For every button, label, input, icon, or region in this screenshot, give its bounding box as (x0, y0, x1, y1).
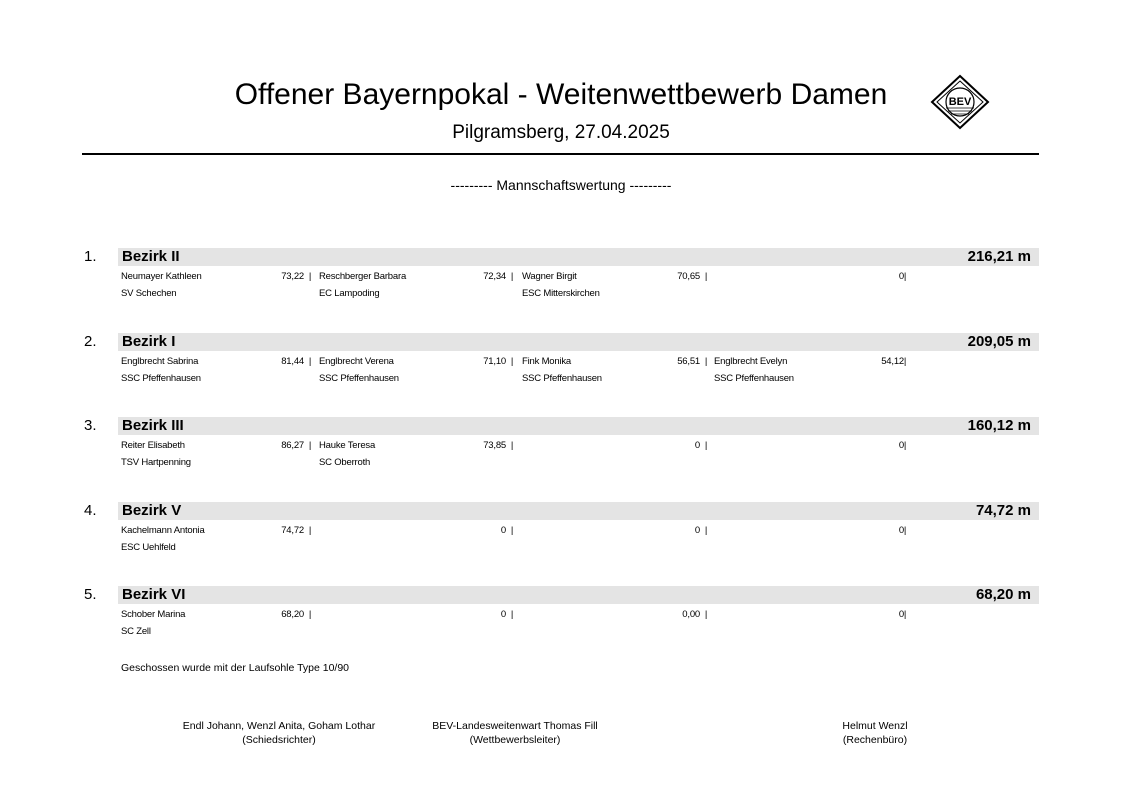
score-separator: | (704, 271, 708, 282)
team-rank: 3. (84, 417, 97, 434)
member-name: Fink Monika (522, 356, 572, 367)
team-rank: 4. (84, 502, 97, 519)
member-club: SC Zell (121, 626, 151, 637)
member-score: 71,10 (483, 356, 506, 367)
member-club: SSC Pfeffenhausen (121, 373, 201, 384)
member-name: Neumayer Kathleen (121, 271, 202, 282)
member-name: Englbrecht Verena (319, 356, 394, 367)
score-separator: | (704, 525, 708, 536)
member-score: 0 (694, 525, 700, 536)
member-score: 81,44 (281, 356, 304, 367)
member-score: 68,20 (281, 609, 304, 620)
member-score: 72,34 (483, 271, 506, 282)
signature-role: (Rechenbüro) (842, 734, 908, 746)
member-score: 0 (500, 609, 506, 620)
score-separator: | (510, 271, 514, 282)
signature-calculation-office (815, 719, 935, 747)
member-score: 86,27 (281, 440, 304, 451)
score-separator: | (308, 525, 312, 536)
member-club: SSC Pfeffenhausen (714, 373, 794, 384)
member-score: 56,51 (677, 356, 700, 367)
signature-role: (Wettbewerbsleiter) (469, 734, 561, 746)
page-title: Offener Bayernpokal - Weitenwettbewerb Damen (234, 78, 888, 111)
score-separator: | (704, 356, 708, 367)
member-score: 0 (898, 525, 904, 536)
member-score: 0 (898, 271, 904, 282)
team-name: Bezirk V (122, 502, 182, 519)
member-name: Englbrecht Evelyn (714, 356, 788, 367)
member-club: ESC Uehlfeld (121, 542, 176, 553)
score-separator: | (510, 609, 514, 620)
team-header-bar (118, 333, 1039, 351)
score-separator: | (308, 440, 312, 451)
header-divider (82, 153, 1039, 155)
team-rank: 1. (84, 248, 97, 265)
member-score: 70,65 (677, 271, 700, 282)
team-header-bar (118, 586, 1039, 604)
team-total: 160,12 m (967, 417, 1031, 434)
team-total: 209,05 m (967, 333, 1031, 350)
member-name: Hauke Teresa (319, 440, 376, 451)
signature-names: BEV-Landesweitenwart Thomas Fill (432, 720, 598, 732)
score-separator: | (510, 525, 514, 536)
member-score: 0 (898, 609, 904, 620)
signature-competition-lead (409, 719, 621, 747)
member-score: 54,12 (881, 356, 904, 367)
team-block (0, 416, 1122, 496)
score-separator: | (903, 609, 907, 620)
team-block (0, 501, 1122, 581)
member-name: Kachelmann Antonia (121, 525, 205, 536)
member-name: Wagner Birgit (522, 271, 577, 282)
team-block (0, 247, 1122, 327)
team-block (0, 585, 1122, 665)
page-subtitle: Pilgramsberg, 27.04.2025 (452, 122, 670, 143)
member-score: 0 (694, 440, 700, 451)
signature-role: (Schiedsrichter) (242, 734, 316, 746)
score-separator: | (704, 609, 708, 620)
section-title: --------- Mannschaftswertung --------- (450, 177, 672, 193)
signature-names: Helmut Wenzl (842, 720, 908, 732)
member-club: SV Schechen (121, 288, 177, 299)
footnote: Geschossen wurde mit der Laufsohle Type 10/90 (121, 662, 350, 674)
team-name: Bezirk I (122, 333, 176, 350)
member-club: EC Lampoding (319, 288, 380, 299)
member-score: 0 (898, 440, 904, 451)
score-separator: | (510, 356, 514, 367)
svg-text:BEV: BEV (948, 96, 972, 108)
team-total: 68,20 m (975, 586, 1031, 603)
team-header-bar (118, 417, 1039, 435)
team-rank: 2. (84, 333, 97, 350)
member-club: SSC Pfeffenhausen (522, 373, 602, 384)
team-total: 216,21 m (967, 248, 1031, 265)
member-name: Reiter Elisabeth (121, 440, 185, 451)
member-score: 73,85 (483, 440, 506, 451)
member-score: 0 (500, 525, 506, 536)
signature-names: Endl Johann, Wenzl Anita, Goham Lothar (182, 720, 376, 732)
member-club: SSC Pfeffenhausen (319, 373, 399, 384)
score-separator: | (308, 356, 312, 367)
member-name: Schober Marina (121, 609, 186, 620)
member-club: SC Oberroth (319, 457, 371, 468)
member-name: Reschberger Barbara (319, 271, 407, 282)
team-total: 74,72 m (975, 502, 1031, 519)
team-name: Bezirk III (122, 417, 184, 434)
team-name: Bezirk VI (122, 586, 186, 603)
score-separator: | (704, 440, 708, 451)
member-name: Englbrecht Sabrina (121, 356, 199, 367)
score-separator: | (903, 525, 907, 536)
score-separator: | (510, 440, 514, 451)
score-separator: | (903, 440, 907, 451)
member-score: 73,22 (281, 271, 304, 282)
member-score: 74,72 (281, 525, 304, 536)
signature-referees (166, 719, 392, 747)
team-header-bar (118, 248, 1039, 266)
member-club: TSV Hartpenning (121, 457, 191, 468)
bev-logo-icon (930, 74, 990, 130)
team-name: Bezirk II (122, 248, 180, 265)
member-club: ESC Mitterskirchen (522, 288, 600, 299)
score-separator: | (308, 609, 312, 620)
score-separator: | (903, 356, 907, 367)
score-separator: | (903, 271, 907, 282)
score-separator: | (308, 271, 312, 282)
member-score: 0,00 (682, 609, 700, 620)
team-header-bar (118, 502, 1039, 520)
team-block (0, 332, 1122, 412)
team-rank: 5. (84, 586, 97, 603)
